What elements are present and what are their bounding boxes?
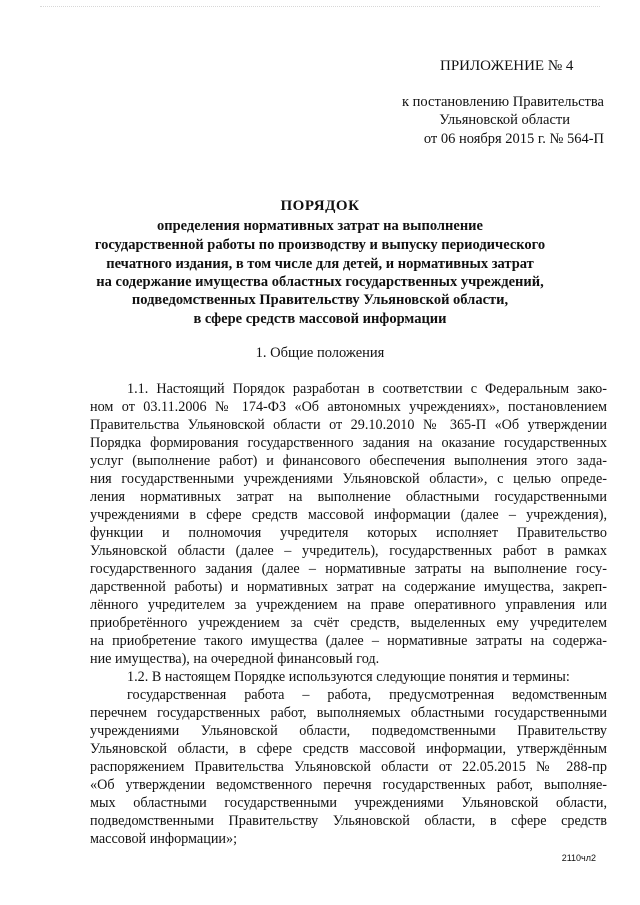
definition-line: подведомственными Правительству Ульяновской области, в сфере средств <box>90 813 607 829</box>
definition-line: массовой информации»; <box>90 831 238 847</box>
para-1-1-line: ние имущества), на очередной финансовый год. <box>90 651 380 667</box>
definition-line: Ульяновской области, в сфере средств массовой информации, утверждённым <box>90 741 607 757</box>
appendix-number: ПРИЛОЖЕНИЕ № 4 <box>440 58 574 74</box>
para-1-1-line: государственного задания (далее – нормативные затраты на выполнение госу- <box>90 561 607 577</box>
para-1-1-line: дарственной работы) и нормативных затрат на содержание имущества, закреп- <box>90 579 607 595</box>
ref-line-3: от 06 ноября 2015 г. № 564-П <box>423 131 604 147</box>
definition-line: государственная работа – работа, предусмотренная ведомственным <box>127 687 607 703</box>
para-1-1-line: ном от 03.11.2006 № 174-ФЗ «Об автономных учреждениях», постановлением <box>90 399 607 415</box>
definition-line: учреждениями Ульяновской области, подведомственными Правительству <box>90 723 607 739</box>
subtitle-line-3: печатного издания, в том числе для детей, и нормативных затрат <box>106 256 534 272</box>
para-1-1-line: учреждениями в сфере средств массовой информации (далее – учреждения), <box>90 507 607 523</box>
definition-line: распоряжением Правительства Ульяновской области от 22.05.2015 № 288-пр <box>90 759 607 775</box>
para-1-1-line: 1.1. Настоящий Порядок разработан в соответствии с Федеральным зако- <box>127 381 607 397</box>
subtitle-line-5: подведомственных Правительству Ульяновской области, <box>131 292 509 308</box>
para-1-1-line: Ульяновской области (далее – учредитель), государственных работ в рамках <box>90 543 607 559</box>
definition-line: «Об утверждении ведомственного перечня государственных работ, выполняе- <box>90 777 607 793</box>
definition-line: мых областными государственными учреждениями Ульяновской области, <box>90 795 607 811</box>
para-1-1-line: на приобретение такого имущества (далее – нормативные затраты на содержа- <box>90 633 607 649</box>
subtitle-line-1: определения нормативных затрат на выполнение <box>157 218 483 234</box>
para-1-2: 1.2. В настоящем Порядке используются следующие понятия и термины: <box>127 669 570 685</box>
scan-edge-artifact <box>40 6 600 11</box>
para-1-1-line: функции и полномочия учредителя которых исполняет Правительство <box>90 525 607 541</box>
section-heading: 1. Общие положения <box>255 345 385 361</box>
definition-line: перечнем государственных работ, выполняемых областными государственными <box>90 705 607 721</box>
para-1-1-line: услуг (выполнение работ) и финансового обеспечения выполнения этого зада- <box>90 453 607 469</box>
subtitle-line-6: в сфере средств массовой информации <box>193 311 447 327</box>
subtitle-line-4: на содержание имущества областных государственных учреждений, <box>96 274 544 290</box>
para-1-1-line: Порядка формирования государственного задания на оказание государственных <box>90 435 607 451</box>
ref-line-1: к постановлению Правительства <box>402 94 604 110</box>
ref-line-2: Ульяновской области <box>439 112 570 128</box>
page-code: 2110чл2 <box>561 853 596 863</box>
para-1-1-line: приобретённого учреждением за счёт средств, выделенных ему учредителем <box>90 615 607 631</box>
para-1-1-line: Правительства Ульяновской области от 29.10.2010 № 365-П «Об утверждении <box>90 417 607 433</box>
para-1-1-line: лённого учредителем за учреждением на праве оперативного управления или <box>90 597 607 613</box>
document-title: ПОРЯДОК <box>280 198 360 214</box>
para-1-1-line: ления нормативных затрат на выполнение областными государственными <box>90 489 607 505</box>
subtitle-line-2: государственной работы по производству и выпуску периодического <box>94 237 546 253</box>
para-1-1-line: ния государственными учреждениями Ульяновской области», с целью опреде- <box>90 471 607 487</box>
